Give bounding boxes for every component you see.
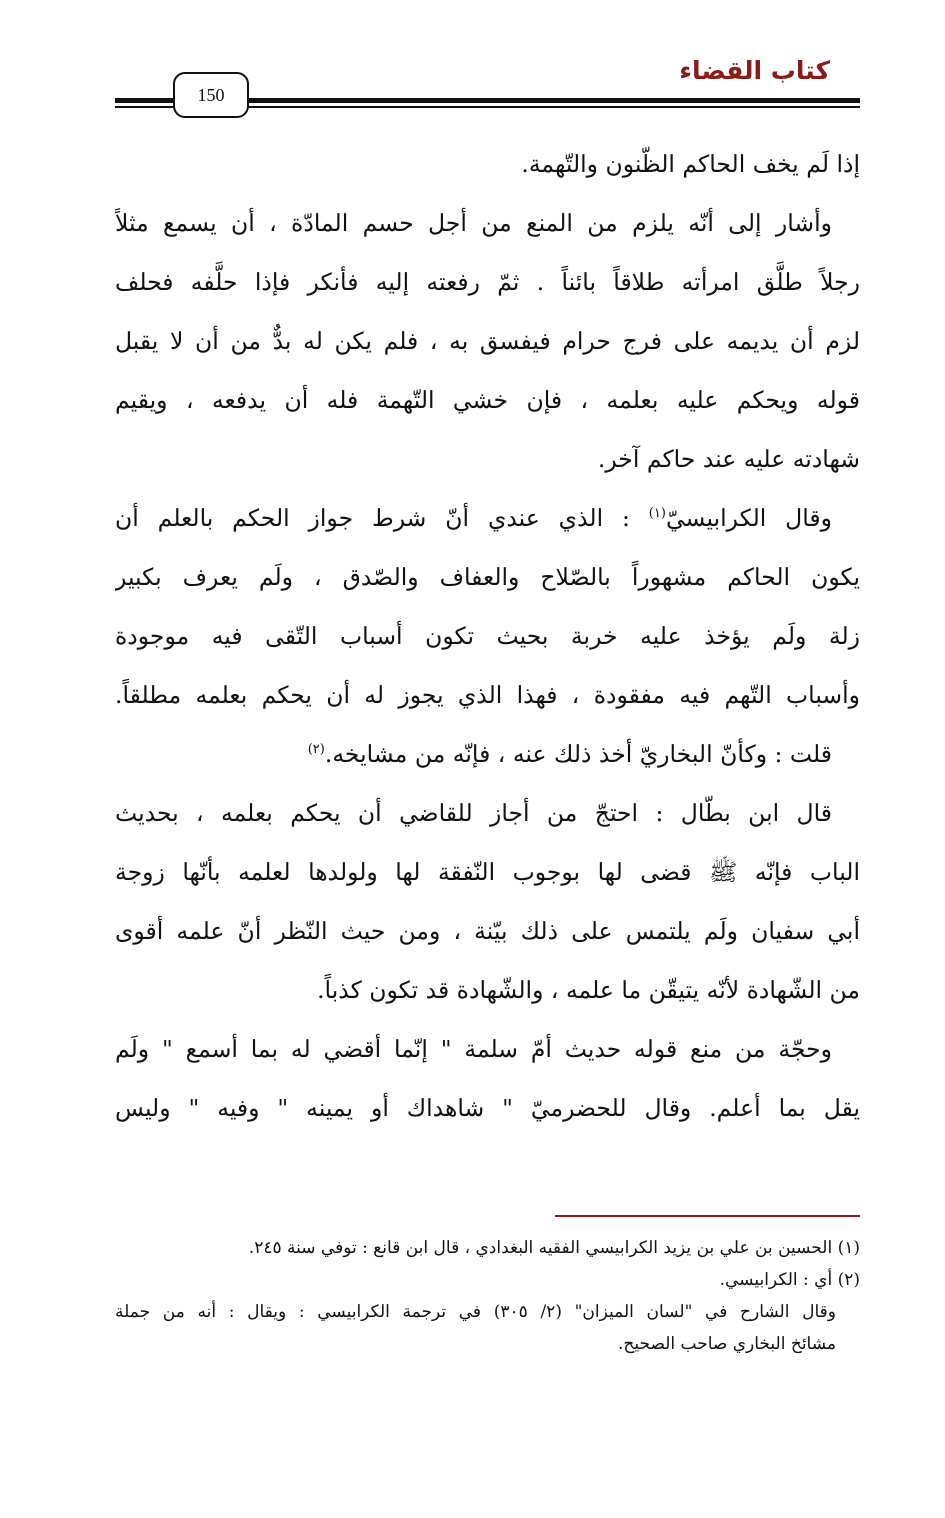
footnotes [115, 1232, 860, 1360]
text-segment: وقال الكرابيسيّ [665, 504, 832, 532]
text-line: زلة ولَم يؤخذ عليه خربة بحيث تكون أسباب التّقى فيه موجودة [115, 622, 860, 650]
text-segment: : الذي عندي أنّ شرط جواز الحكم بالعلم أن [115, 504, 649, 532]
text-line [115, 489, 860, 548]
text-line: قوله ويحكم عليه بعلمه ، فإن خشي التّهمة فله أن يدفعه ، ويقيم [115, 386, 860, 414]
text-line: من الشّهادة لأنّه يتيقّن ما علمه ، والشّهادة قد تكون كذباً. [317, 976, 860, 1004]
text-line [115, 725, 860, 784]
text-line: وحجّة من منع قوله حديث أمّ سلمة " إنّما أقضي له بما أسمع " ولَم [115, 1035, 832, 1063]
text-line: أبي سفيان ولَم يلتمس على ذلك بيّنة ، ومن حيث النّظر أنّ علمه أقوى [115, 917, 860, 945]
footnote-line: مشائخ البخاري صاحب الصحيح. [617, 1334, 836, 1354]
text-line: يقل بما أعلم. وقال للحضرميّ " شاهداك أو يمينه " وفيه " وليس [115, 1094, 860, 1122]
page-number: 150 [173, 72, 249, 118]
text-line: شهادته عليه عند حاكم آخر. [597, 445, 860, 473]
footnote-line: وقال الشارح في "لسان الميزان" (٢/ ٣٠٥) في ترجمة الكرابيسي : ويقال : أنه من جملة [115, 1302, 836, 1322]
text-line: إذا لَم يخف الحاكم الظّنون والتّهمة. [521, 150, 860, 178]
text-line: لزم أن يديمه على فرج حرام فيفسق به ، فلم يكن له بدٌّ من أن لا يقبل [115, 327, 860, 355]
footnote-line: (٢) أي : الكرابيسي. [719, 1270, 860, 1290]
text-line: قال ابن بطّال : احتجّ من أجاز للقاضي أن يحكم بعلمه ، بحديث [115, 799, 832, 827]
text-line: وأسباب التّهم فيه مفقودة ، فهذا الذي يجوز له أن يحكم بعلمه مطلقاً. [115, 681, 860, 709]
footnote-ref: (٢) [307, 742, 325, 758]
text-line: يكون الحاكم مشهوراً بالصّلاح والعفاف والصّدق ، ولَم يعرف بكبير [115, 563, 860, 591]
text-segment: قلت : وكأنّ البخاريّ أخذ ذلك عنه ، فإنّه من مشايخه. [324, 740, 832, 768]
footnote-separator [555, 1215, 860, 1217]
book-title: كتاب القضاء [679, 56, 830, 85]
footnote-ref: (١) [648, 506, 666, 522]
text-line: رجلاً طلَّق امرأته طلاقاً بائناً . ثمّ رفعته إليه فأنكر فإذا حلَّفه فحلف [115, 268, 860, 296]
page-header [115, 50, 860, 120]
main-text [115, 135, 860, 1138]
text-line: وأشار إلى أنّه يلزم من المنع من أجل حسم المادّة ، أن يسمع مثلاً [115, 209, 832, 237]
footnote-line: (١) الحسين بن علي بن يزيد الكرابيسي الفقيه البغدادي ، قال ابن قانع : توفي سنة ٢٤٥. [248, 1238, 860, 1258]
text-line: الباب فإنّه ﷺ قضى لها بوجوب النّفقة لها ولولدها لعلمه بأنّها زوجة [115, 858, 860, 886]
